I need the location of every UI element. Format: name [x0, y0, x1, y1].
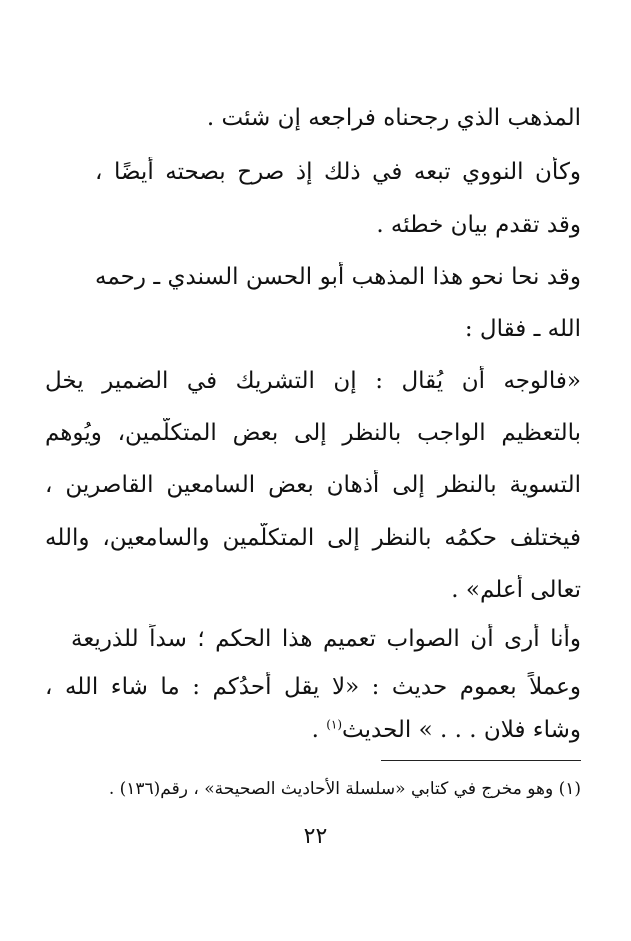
body-line-2: وكأن النووي تبعه في ذلك إذ صرح بصحته أيضًا ،: [95, 159, 581, 185]
footnote-reference: (١): [326, 717, 343, 732]
body-line-1: المذهب الذي رجحناه فراجعه إن شئت .: [206, 105, 581, 131]
body-line-10: تعالى أعلم» .: [451, 577, 581, 603]
body-line-12: وعملاً بعموم حديث : «لا يقل أحدُكم : ما شاء الله ،: [45, 674, 581, 700]
page-number: ٢٢: [303, 824, 328, 849]
body-line-3: وقد تقدم بيان خطئه .: [376, 212, 581, 238]
body-line-5: الله ـ فقال :: [464, 316, 581, 342]
body-line-9: فيختلف حكمُه بالنظر إلى المتكلّمين والسامعين، والله: [45, 525, 581, 551]
footnote-divider: [381, 760, 581, 761]
body-line-6: «فالوجه أن يُقال : إن التشريك في الضمير يخل: [45, 368, 581, 394]
body-line-13-text: وشاء فلان . . . » الحديث: [342, 717, 581, 743]
body-line-13-tail: .: [311, 717, 327, 743]
body-line-7: بالتعظيم الواجب بالنظر إلى بعض المتكلّمين، ويُوهم: [45, 420, 581, 446]
footnote-text: (١) وهو مخرج في كتابي «سلسلة الأحاديث الصحيحة» ، رقم(١٣٦) .: [108, 779, 581, 799]
body-line-13: [45, 715, 581, 745]
body-line-11: وأنا أرى أن الصواب تعميم هذا الحكم ؛ سداً للذريعة: [71, 626, 581, 652]
body-line-8: التسوية بالنظر إلى أذهان بعض السامعين القاصرين ،: [45, 472, 581, 498]
body-line-4: وقد نحا نحو هذا المذهب أبو الحسن السندي ـ رحمه: [95, 264, 581, 290]
